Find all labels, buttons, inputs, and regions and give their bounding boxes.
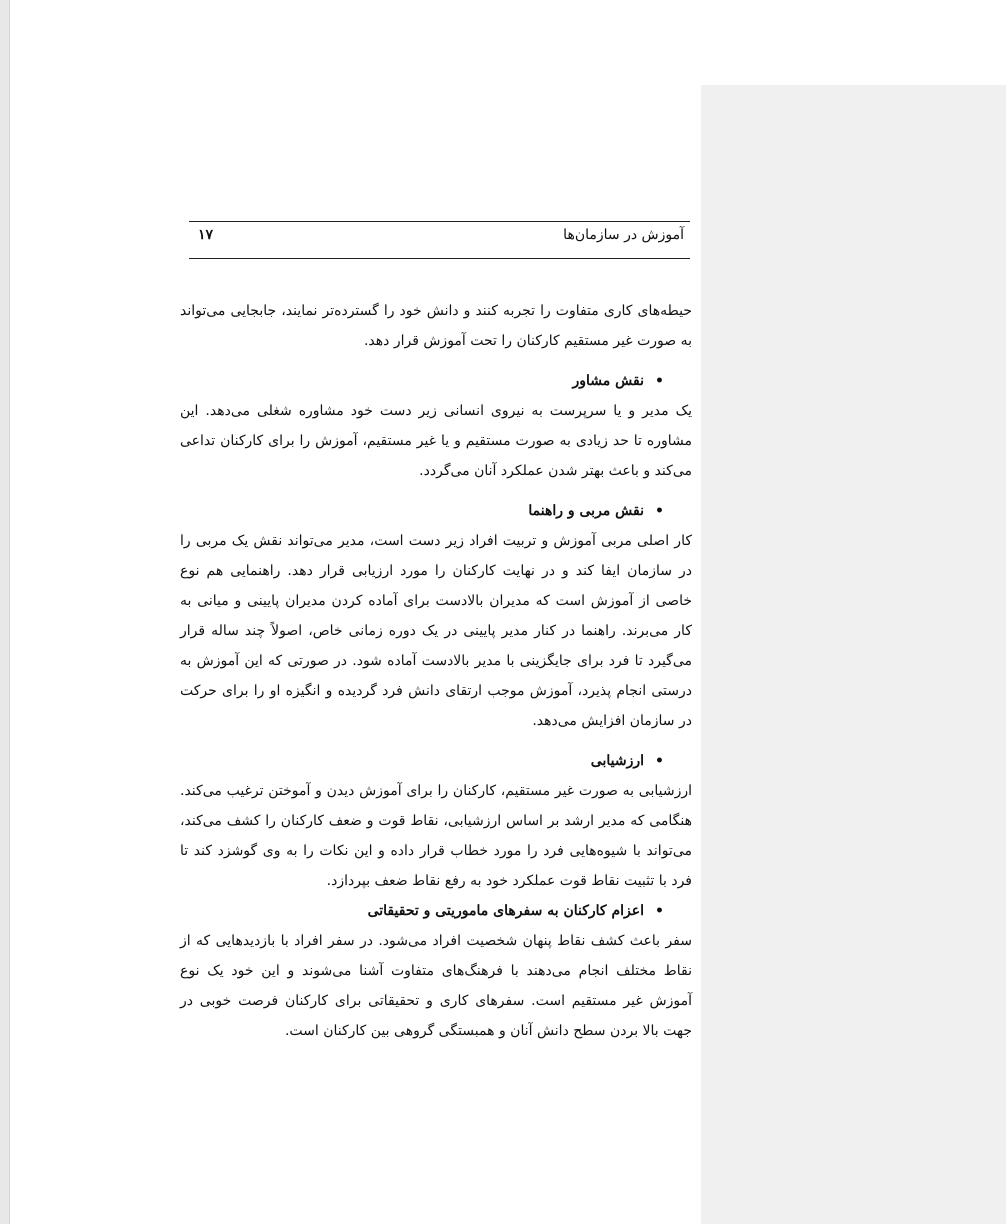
viewer-right-panel [701,85,1006,1224]
bullet-icon: • [655,373,664,389]
section-paragraph-counselor: یک مدیر و یا سرپرست به نیروی انسانی زیر دست خود مشاوره شغلی می‌دهد. این مشاوره تا حد زیادی به صورت مستقیم و یا غیر مستقیم، آموزش را برای کارکنان تداعی می‌کند و باعث بهتر شدن عملکرد آنان می‌گردد. [180,403,692,479]
section-heading-text: ارزشیابی [590,753,644,769]
header-title: آموزش در سازمان‌ها [563,227,684,243]
section-paragraph-travel: سفر باعث کشف نقاط پنهان شخصیت افراد می‌شود. در سفر افراد با بازدیدهایی که از نقاط مختلف انجام می‌دهند با فرهنگ‌های متفاوت آشنا می‌شوند و این خود یک نوع آموزش غیر مستقیم است. سفرهای کاری و تحقیقاتی برای کارکنان فرصت خوبی در جهت بالا بردن سطح دانش آنان و همبستگی گروهی بین کارکنان است. [180,933,692,1039]
section-heading-coach [180,496,692,526]
section-heading-evaluation [180,746,692,776]
bullet-icon: • [655,753,664,769]
section-heading-text: نقش مشاور [572,373,644,389]
section-heading-text: نقش مربی و راهنما [528,503,644,519]
intro-paragraph: حیطه‌های کاری متفاوت را تجربه کنند و دانش خود را گسترده‌تر نمایند، جابجایی می‌تواند به صورت غیر مستقیم کارکنان را تحت آموزش قرار دهد. [180,303,693,349]
section-heading-counselor [180,366,692,396]
running-header [189,221,690,259]
page-body [180,296,692,1046]
section-heading-text: اعزام کارکنان به سفرهای ماموریتی و تحقیقاتی [367,903,644,919]
section-paragraph-evaluation: ارزشیابی به صورت غیر مستقیم، کارکنان را برای آموزش دیدن و آموختن ترغیب می‌کند. هنگامی که مدیر ارشد بر اساس ارزشیابی، نقاط قوت و ضعف کارکنان را کشف می‌کند، می‌تواند با شیوه‌هایی فرد را مورد خطاب قرار داده و این نکات را به وی گوشزد کند تا فرد با تثبیت نقاط قوت عملکرد خود به رفع نقاط ضعف بپردازد. [180,783,692,889]
document-page [180,0,692,1224]
page-number: ۱۷ [198,227,214,243]
window-left-edge [0,0,10,1224]
bullet-icon: • [655,503,664,519]
section-paragraph-coach: کار اصلی مربی آموزش و تربیت افراد زیر دست است، مدیر می‌تواند نقش یک مربی را در سازمان ایفا کند و در نهایت کارکنان را مورد ارزیابی قرار دهد. راهنمایی هم نوع خاصی از آموزش است که مدیران بالادست برای آماده کردن مدیران پایینی و میانی به کار می‌برند. راهنما در کنار مدیر پایینی در یک دوره زمانی خاص، اصولاً چند ساله قرار می‌گیرد تا فرد برای جایگزینی با مدیر بالادست آماده شود. در صورتی که این آموزش به درستی انجام پذیرد، آموزش موجب ارتقای دانش فرد گردیده و انگیزه او را برای حرکت در سازمان افزایش می‌دهد. [180,533,692,729]
bullet-icon: • [655,903,664,919]
section-heading-travel [180,896,692,926]
